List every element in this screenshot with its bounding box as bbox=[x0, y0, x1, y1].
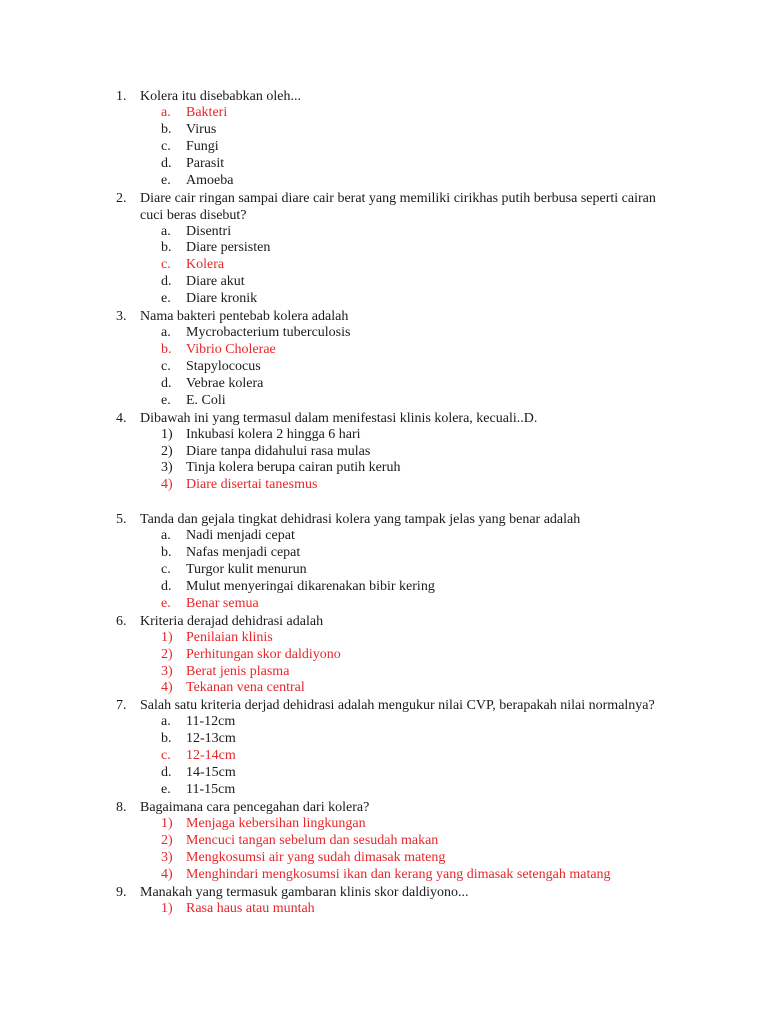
option-text: Menghindari mengkosumsi ikan dan kerang yang dimasak setengah matang bbox=[186, 866, 611, 882]
answer-options bbox=[0, 816, 768, 884]
answer-option-correct bbox=[0, 630, 768, 647]
option-label: d. bbox=[161, 765, 172, 781]
option-label: b. bbox=[161, 341, 172, 357]
answer-option-correct bbox=[0, 477, 768, 494]
question-number: 9. bbox=[116, 884, 127, 900]
answer-options bbox=[0, 528, 768, 613]
option-text: Diare persisten bbox=[186, 240, 271, 256]
answer-option bbox=[0, 359, 768, 376]
question-text: Salah satu kriteria derjad dehidrasi adalah mengukur nilai CVP, berapakah nilai normalnya? bbox=[140, 698, 655, 714]
question-item bbox=[0, 884, 768, 918]
answer-option bbox=[0, 291, 768, 308]
option-text: Virus bbox=[186, 121, 217, 137]
question-item bbox=[0, 613, 768, 698]
option-text: Mencuci tangan sebelum dan sesudah makan bbox=[186, 832, 439, 848]
question-number: 1. bbox=[116, 89, 127, 104]
answer-option bbox=[0, 782, 768, 799]
option-label: a. bbox=[161, 223, 171, 239]
question-text: Bagaimana cara pencegahan dari kolera? bbox=[140, 799, 370, 815]
answer-option bbox=[0, 240, 768, 257]
answer-option-correct bbox=[0, 105, 768, 122]
question-item bbox=[0, 410, 768, 512]
answer-option-correct bbox=[0, 647, 768, 664]
option-text: Mycrobacterium tuberculosis bbox=[186, 325, 351, 341]
option-text: Parasit bbox=[186, 155, 225, 171]
option-text: Rasa haus atau muntah bbox=[186, 900, 315, 916]
answer-option bbox=[0, 460, 768, 477]
option-label: a. bbox=[161, 528, 171, 544]
option-label: 2) bbox=[161, 832, 173, 848]
answer-options bbox=[0, 105, 768, 190]
answer-option bbox=[0, 224, 768, 241]
option-text: Menjaga kebersihan lingkungan bbox=[186, 815, 366, 831]
option-text: Disentri bbox=[186, 223, 232, 239]
question-number: 5. bbox=[116, 512, 127, 528]
question-number: 7. bbox=[116, 698, 127, 714]
question-item bbox=[0, 190, 768, 309]
option-label: 2) bbox=[161, 646, 173, 662]
option-label: 1) bbox=[161, 815, 173, 831]
answer-option-correct bbox=[0, 901, 768, 918]
answer-option bbox=[0, 444, 768, 461]
option-label: c. bbox=[161, 562, 171, 578]
option-text: E. Coli bbox=[186, 392, 226, 408]
option-label: c. bbox=[161, 257, 171, 273]
answer-options bbox=[0, 224, 768, 309]
answer-option bbox=[0, 714, 768, 731]
option-text: Tekanan vena central bbox=[186, 680, 305, 696]
answer-options bbox=[0, 714, 768, 799]
answer-options bbox=[0, 630, 768, 698]
question-text: Tanda dan gejala tingkat dehidrasi kolera yang tampak jelas yang benar adalah bbox=[140, 512, 581, 528]
question-line bbox=[0, 884, 768, 901]
question-item bbox=[0, 511, 768, 613]
answer-option-correct bbox=[0, 816, 768, 833]
quiz-document bbox=[0, 88, 768, 917]
answer-option bbox=[0, 122, 768, 139]
option-label: d. bbox=[161, 155, 172, 171]
option-label: 1) bbox=[161, 426, 173, 442]
option-text: Berat jenis plasma bbox=[186, 663, 290, 679]
option-label: a. bbox=[161, 105, 171, 120]
question-text: Nama bakteri pentebab kolera adalah bbox=[140, 309, 349, 325]
option-label: b. bbox=[161, 545, 172, 561]
answer-option-correct bbox=[0, 748, 768, 765]
option-text: Diare kronik bbox=[186, 291, 258, 307]
option-label: b. bbox=[161, 240, 172, 256]
answer-option-correct bbox=[0, 664, 768, 681]
question-line bbox=[0, 511, 768, 528]
option-text: Amoeba bbox=[186, 172, 234, 188]
option-text: Penilaian klinis bbox=[186, 629, 273, 645]
question-item bbox=[0, 308, 768, 410]
option-label: 3) bbox=[161, 460, 173, 476]
option-text: Kolera bbox=[186, 257, 225, 273]
option-text: Diare disertai tanesmus bbox=[186, 477, 318, 493]
question-text: Manakah yang termasuk gambaran klinis skor daldiyono... bbox=[140, 884, 469, 900]
answer-option bbox=[0, 376, 768, 393]
option-text: Mulut menyeringai dikarenakan bibir kering bbox=[186, 578, 435, 594]
option-text: 11-12cm bbox=[186, 714, 236, 730]
question-line bbox=[0, 410, 768, 427]
answer-option-correct bbox=[0, 257, 768, 274]
answer-option bbox=[0, 528, 768, 545]
option-text: Vebrae kolera bbox=[186, 375, 264, 391]
answer-options bbox=[0, 325, 768, 410]
answer-option bbox=[0, 545, 768, 562]
option-label: c. bbox=[161, 358, 171, 374]
option-label: 4) bbox=[161, 680, 173, 696]
answer-option bbox=[0, 765, 768, 782]
answer-options bbox=[0, 427, 768, 495]
question-number: 6. bbox=[116, 613, 127, 629]
question-text: Diare cair ringan sampai diare cair berat yang memiliki cirikhas putih berbusa seperti cairan cuci beras disebut? bbox=[140, 190, 656, 223]
option-text: Diare tanpa didahului rasa mulas bbox=[186, 443, 371, 459]
answer-option bbox=[0, 325, 768, 342]
option-label: 1) bbox=[161, 629, 173, 645]
option-label: e. bbox=[161, 291, 171, 307]
option-text: Tinja kolera berupa cairan putih keruh bbox=[186, 460, 401, 476]
answer-option bbox=[0, 139, 768, 156]
answer-option-correct bbox=[0, 680, 768, 697]
question-item bbox=[0, 799, 768, 884]
paragraph-gap bbox=[0, 494, 768, 511]
question-line bbox=[0, 190, 768, 224]
question-line bbox=[0, 308, 768, 325]
answer-option-correct bbox=[0, 596, 768, 613]
option-text: Benar semua bbox=[186, 595, 259, 611]
answer-option-correct bbox=[0, 342, 768, 359]
answer-option bbox=[0, 731, 768, 748]
answer-option-correct bbox=[0, 850, 768, 867]
option-text: Inkubasi kolera 2 hingga 6 hari bbox=[186, 426, 361, 442]
question-line bbox=[0, 88, 768, 105]
option-label: d. bbox=[161, 578, 172, 594]
option-label: c. bbox=[161, 748, 171, 764]
question-number: 4. bbox=[116, 410, 127, 426]
option-text: 11-15cm bbox=[186, 782, 236, 797]
option-label: b. bbox=[161, 731, 172, 747]
option-text: Diare akut bbox=[186, 274, 245, 290]
question-number: 8. bbox=[116, 799, 127, 815]
option-text: Mengkosumsi air yang sudah dimasak mateng bbox=[186, 849, 446, 865]
question-number: 2. bbox=[116, 190, 127, 206]
question-text: Kriteria derajad dehidrasi adalah bbox=[140, 613, 324, 629]
option-text: Nafas menjadi cepat bbox=[186, 545, 301, 561]
answer-option bbox=[0, 156, 768, 173]
option-text: Nadi menjadi cepat bbox=[186, 528, 295, 544]
option-label: 4) bbox=[161, 866, 173, 882]
answer-option bbox=[0, 562, 768, 579]
question-line bbox=[0, 697, 768, 714]
option-label: e. bbox=[161, 172, 171, 188]
option-label: b. bbox=[161, 121, 172, 137]
answer-option-correct bbox=[0, 867, 768, 884]
answer-option bbox=[0, 579, 768, 596]
option-label: 4) bbox=[161, 477, 173, 493]
question-item bbox=[0, 88, 768, 190]
answer-option-correct bbox=[0, 833, 768, 850]
option-label: c. bbox=[161, 138, 171, 154]
question-item bbox=[0, 697, 768, 799]
answer-option bbox=[0, 274, 768, 291]
answer-option bbox=[0, 173, 768, 190]
option-label: 1) bbox=[161, 900, 173, 916]
option-text: Perhitungan skor daldiyono bbox=[186, 646, 341, 662]
option-label: 3) bbox=[161, 663, 173, 679]
answer-options bbox=[0, 901, 768, 918]
option-text: 12-13cm bbox=[186, 731, 236, 747]
option-text: Turgor kulit menurun bbox=[186, 562, 307, 578]
question-line bbox=[0, 613, 768, 630]
option-text: Bakteri bbox=[186, 105, 228, 120]
option-text: 14-15cm bbox=[186, 765, 236, 781]
option-text: 12-14cm bbox=[186, 748, 236, 764]
option-label: 3) bbox=[161, 849, 173, 865]
question-text: Dibawah ini yang termasul dalam menifestasi klinis kolera, kecuali..D. bbox=[140, 410, 538, 426]
option-label: a. bbox=[161, 325, 171, 341]
question-line bbox=[0, 799, 768, 816]
option-label: e. bbox=[161, 595, 171, 611]
option-text: Vibrio Cholerae bbox=[186, 341, 276, 357]
answer-option bbox=[0, 393, 768, 410]
option-label: e. bbox=[161, 782, 171, 797]
option-label: a. bbox=[161, 714, 171, 730]
option-text: Fungi bbox=[186, 138, 219, 154]
answer-option bbox=[0, 427, 768, 444]
option-label: d. bbox=[161, 375, 172, 391]
question-text: Kolera itu disebabkan oleh... bbox=[140, 89, 301, 104]
option-label: 2) bbox=[161, 443, 173, 459]
option-label: d. bbox=[161, 274, 172, 290]
question-number: 3. bbox=[116, 309, 127, 325]
option-text: Stapylococus bbox=[186, 358, 261, 374]
option-label: e. bbox=[161, 392, 171, 408]
